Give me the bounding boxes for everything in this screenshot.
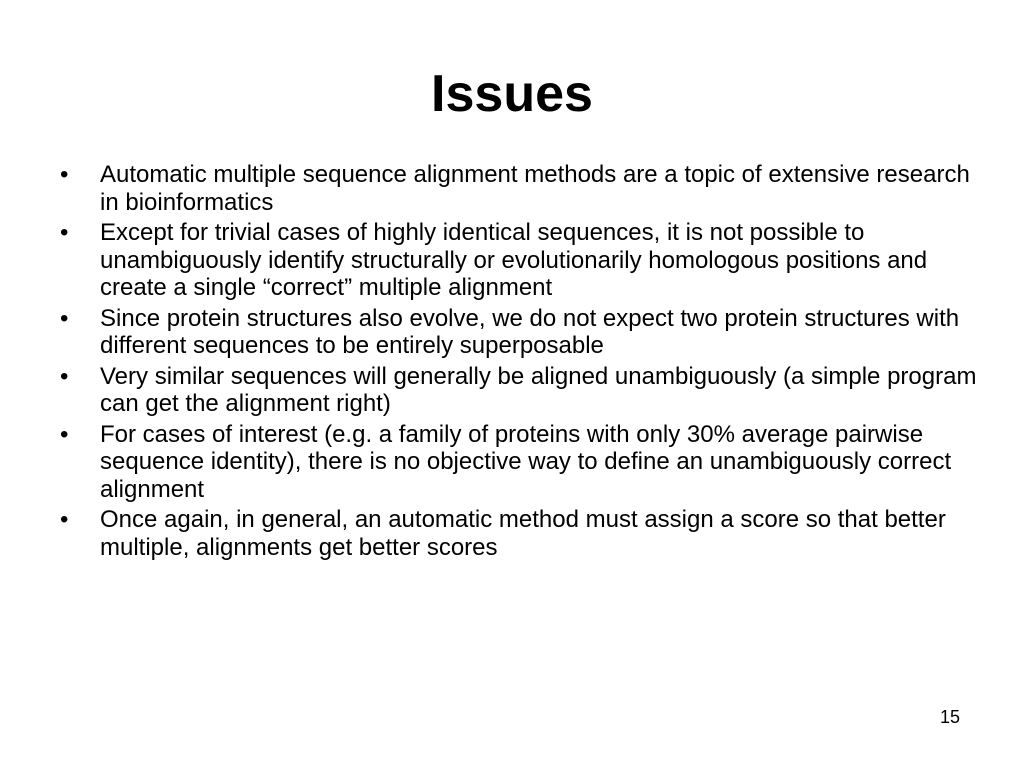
bullet-dot-icon: • [60,219,69,246]
bullet-dot-icon: • [60,420,69,448]
bullet-item [60,421,980,504]
bullet-dot-icon: • [60,161,69,188]
bullet-item [60,305,980,360]
bullet-list [60,161,980,564]
bullet-item [60,219,980,302]
slide-title: Issues [431,65,593,123]
bullet-item [60,161,980,216]
bullet-text: Very similar sequences will generally be aligned unambiguously (a simple program can get the alignment right) [100,362,977,417]
bullet-item [60,506,980,561]
bullet-dot-icon: • [60,506,69,533]
bullet-text: Except for trivial cases of highly identical sequences, it is not possible to unambiguously identify structurally or evolutionarily homologous positions and create a single “correct” multiple alignment [100,219,928,301]
bullet-text: Once again, in general, an automatic method must assign a score so that better multiple, alignments get better scores [100,506,946,561]
bullet-text: Since protein structures also evolve, we do not expect two protein structures with different sequences to be entirely superposable [100,304,960,359]
bullet-text: Automatic multiple sequence alignment methods are a topic of extensive research in bioinformatics [100,161,970,216]
bullet-dot-icon: • [60,304,69,332]
bullet-text: For cases of interest (e.g. a family of proteins with only 30% average pairwise sequence identity), there is no objective way to define an unambiguously correct alignment [100,420,952,503]
bullet-item [60,363,980,418]
page-number: 15 [939,707,960,727]
bullet-dot-icon: • [60,362,69,390]
